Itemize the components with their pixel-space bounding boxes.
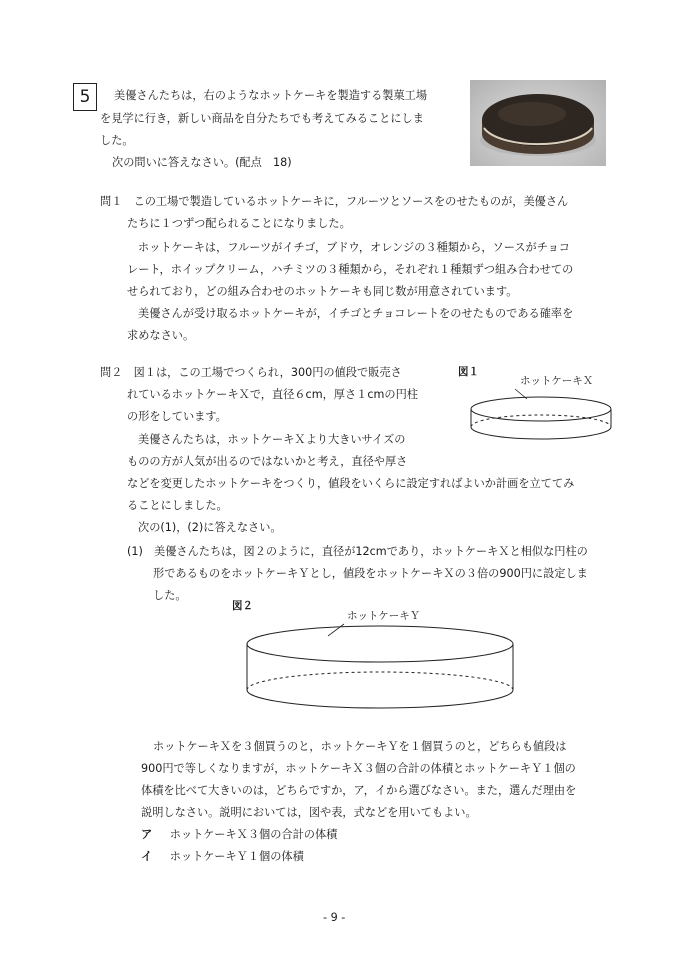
choice-b-mark: イ [141, 850, 153, 863]
q1-line-1: 問１ この工場で製造しているホットケーキに，フルーツとソースをのせたものが，美優さん [100, 195, 569, 208]
q1-line-4: レート，ホイップクリーム，ハチミツの３種類から，それぞれ１種類ずつ組み合わせての [127, 263, 574, 276]
fig2-cylinder [240, 618, 520, 718]
question-number-box: 5 [73, 83, 97, 111]
q1-line-2: たちに１つずつ配られることになりました。 [127, 217, 351, 230]
fig2-title: 図２ [232, 600, 253, 612]
choice-b [141, 848, 304, 864]
q2-line-3: の形をしています。 [127, 410, 227, 423]
q2-line-7: ることにしました。 [127, 499, 228, 512]
q1-line-5: せられており，どの組み合わせのホットケーキも同じ数が用意されています。 [127, 285, 518, 298]
fig1-title: 図１ [458, 366, 479, 378]
q2-line-6: などを変更したホットケーキをつくり，値段をいくらに設定すればよいか計画を立ててみ [127, 477, 575, 490]
q1-line-6: 美優さんが受け取るホットケーキが，イチゴとチョコレートをのせたものである確率を [138, 307, 574, 320]
q2-line-5: ものの方が人気が出るのではないかと考え，直径や厚さ [127, 455, 408, 468]
fig2-label: ホットケーキＹ [347, 610, 421, 622]
intro-line-1: 美優さんたちは，右のようなホットケーキを製造する製菓工場 [114, 89, 428, 102]
choice-a [141, 826, 337, 842]
fig1-label: ホットケーキＸ [520, 375, 594, 387]
fig1-cylinder [465, 385, 615, 455]
q2-line-8: 次の(1)，(2)に答えなさい。 [138, 521, 282, 534]
tail-line-1: ホットケーキＸを３個買うのと，ホットケーキＹを１個買うのと，どちらも値段は [153, 740, 567, 753]
page-number: - 9 - [323, 911, 346, 924]
choice-a-mark: ア [141, 828, 153, 841]
intro-line-3: した。 [100, 134, 134, 147]
intro-line-4: 次の問いに答えなさい。(配点 18) [112, 156, 292, 169]
q1-line-3: ホットケーキは，フルーツがイチゴ，ブドウ，オレンジの３種類から，ソースがチョコ [138, 241, 570, 254]
tail-line-2: 900円で等しくなりますが，ホットケーキＸ３個の合計の体積とホットケーキＹ１個の [141, 762, 576, 775]
sub1-line-3: した。 [153, 589, 187, 602]
sub1-line-2: 形であるものをホットケーキＹとし，値段をホットケーキＸの３倍の900円に設定しま [153, 567, 588, 580]
tail-line-4: 説明しなさい。説明においては，図や表，式などを用いてもよい。 [141, 806, 477, 819]
q1-line-7: 求めなさい。 [127, 329, 195, 342]
tail-line-3: 体積を比べて大きいのは，どちらですか，ア，イから選びなさい。また，選んだ理由を [141, 784, 577, 797]
choice-a-text: ホットケーキＸ３個の合計の体積 [169, 828, 338, 841]
hotcake-photo [470, 80, 606, 166]
q2-line-1: 問２ 図１は，この工場でつくられ，300円の値段で販売さ [100, 366, 402, 379]
q2-line-2: れているホットケーキＸで，直径６cm，厚さ１cmの円柱 [127, 388, 418, 401]
intro-line-2: を見学に行き，新しい商品を自分たちでも考えてみることにしま [100, 112, 424, 125]
sub1-line-1: (1) 美優さんたちは，図２のように，直径が12cmであり，ホットケーキＸと相似な円柱の [127, 545, 588, 558]
q2-line-4: 美優さんたちは，ホットケーキＸより大きいサイズの [138, 433, 406, 446]
choice-b-text: ホットケーキＹ１個の体積 [169, 850, 304, 863]
